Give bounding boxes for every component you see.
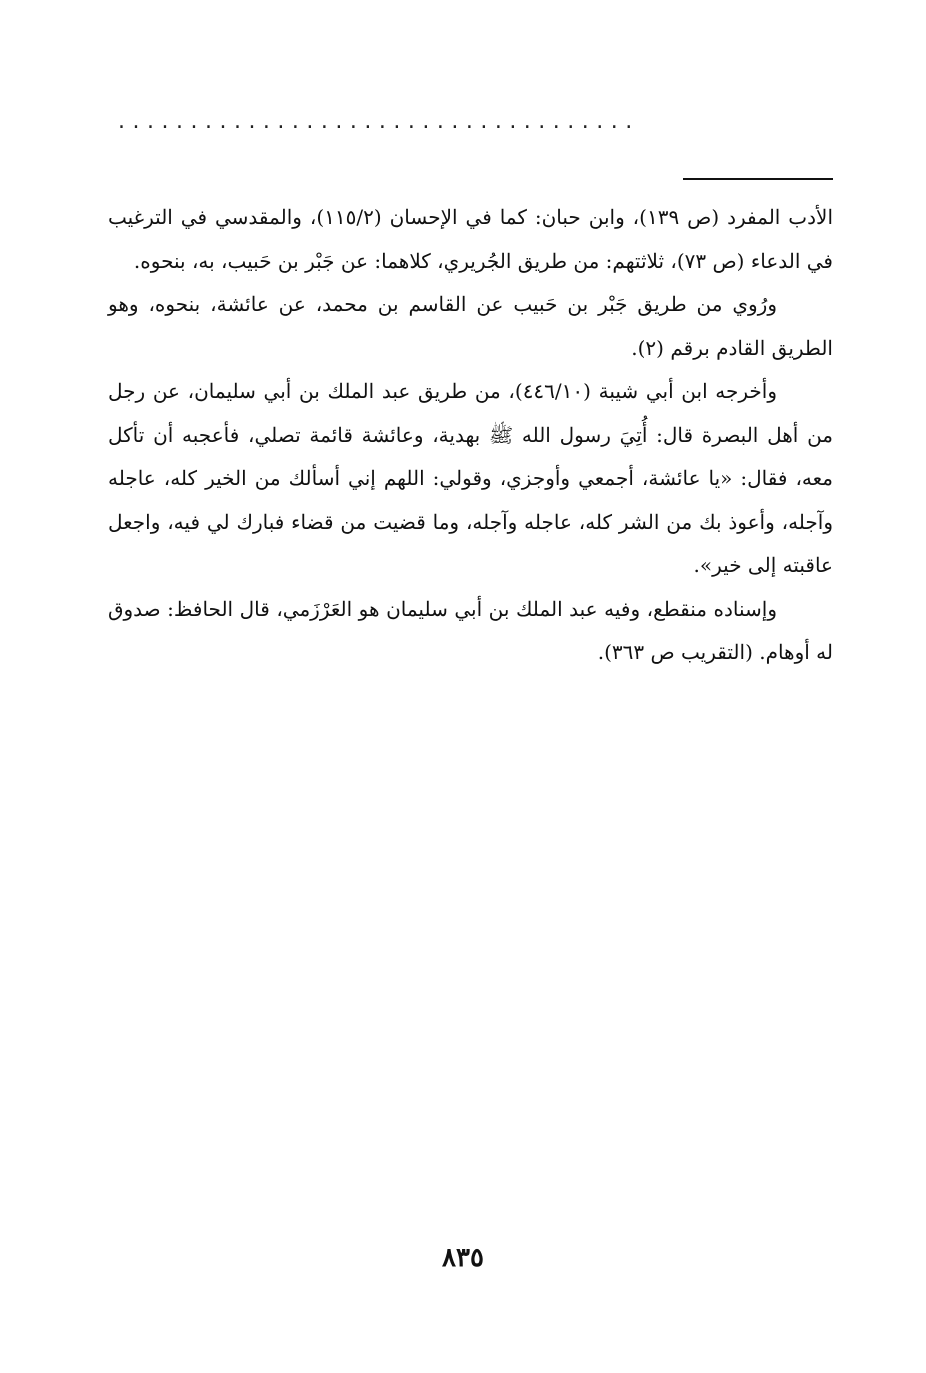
page-number: ٨٣٥ <box>442 1243 484 1273</box>
header-dotted-line: .................................... <box>118 112 640 132</box>
paragraph-1: الأدب المفرد (ص ١٣٩)، وابن حبان: كما في الإحسان (١١٥/٢)، والمقدسي في الترغيب في الدعاء (ص ٧٣)، ثلاثتهم: من طريق الجُريري، كلاهما: عن جَبْر بن حَبيب، به، بنحوه. <box>108 205 834 273</box>
paragraph-3: وأخرجه ابن أبي شيبة (٤٤٦/١٠)، من طريق عبد الملك بن أبي سليمان، عن رجل من أهل البصرة قال: أُتِيَ رسول الله ﷺ بهدية، وعائشة قائمة تصلي، فأعجبه أن تأكل معه، فقال: «يا عائشة، أجمعي وأوجزي، وقولي: اللهم إني أسألك من الخير كله، عاجله وآجله، وأعوذ بك من الشر كله، عاجله وآجله، وما قضيت من قضاء فبارك لي فيه، واجعل عاقبته إلى خير». <box>108 379 833 577</box>
footnote-separator-rule <box>683 178 833 180</box>
paragraph-2: ورُوي من طريق جَبْر بن حَبيب عن القاسم بن محمد، عن عائشة، بنحوه، وهو الطريق القادم برقم (٢). <box>108 292 833 360</box>
footnote-body <box>108 196 833 675</box>
paragraph-4: وإسناده منقطع، وفيه عبد الملك بن أبي سليمان هو العَرْزَمي، قال الحافظ: صدوق له أوهام. (التقريب ص ٣٦٣). <box>108 596 833 664</box>
